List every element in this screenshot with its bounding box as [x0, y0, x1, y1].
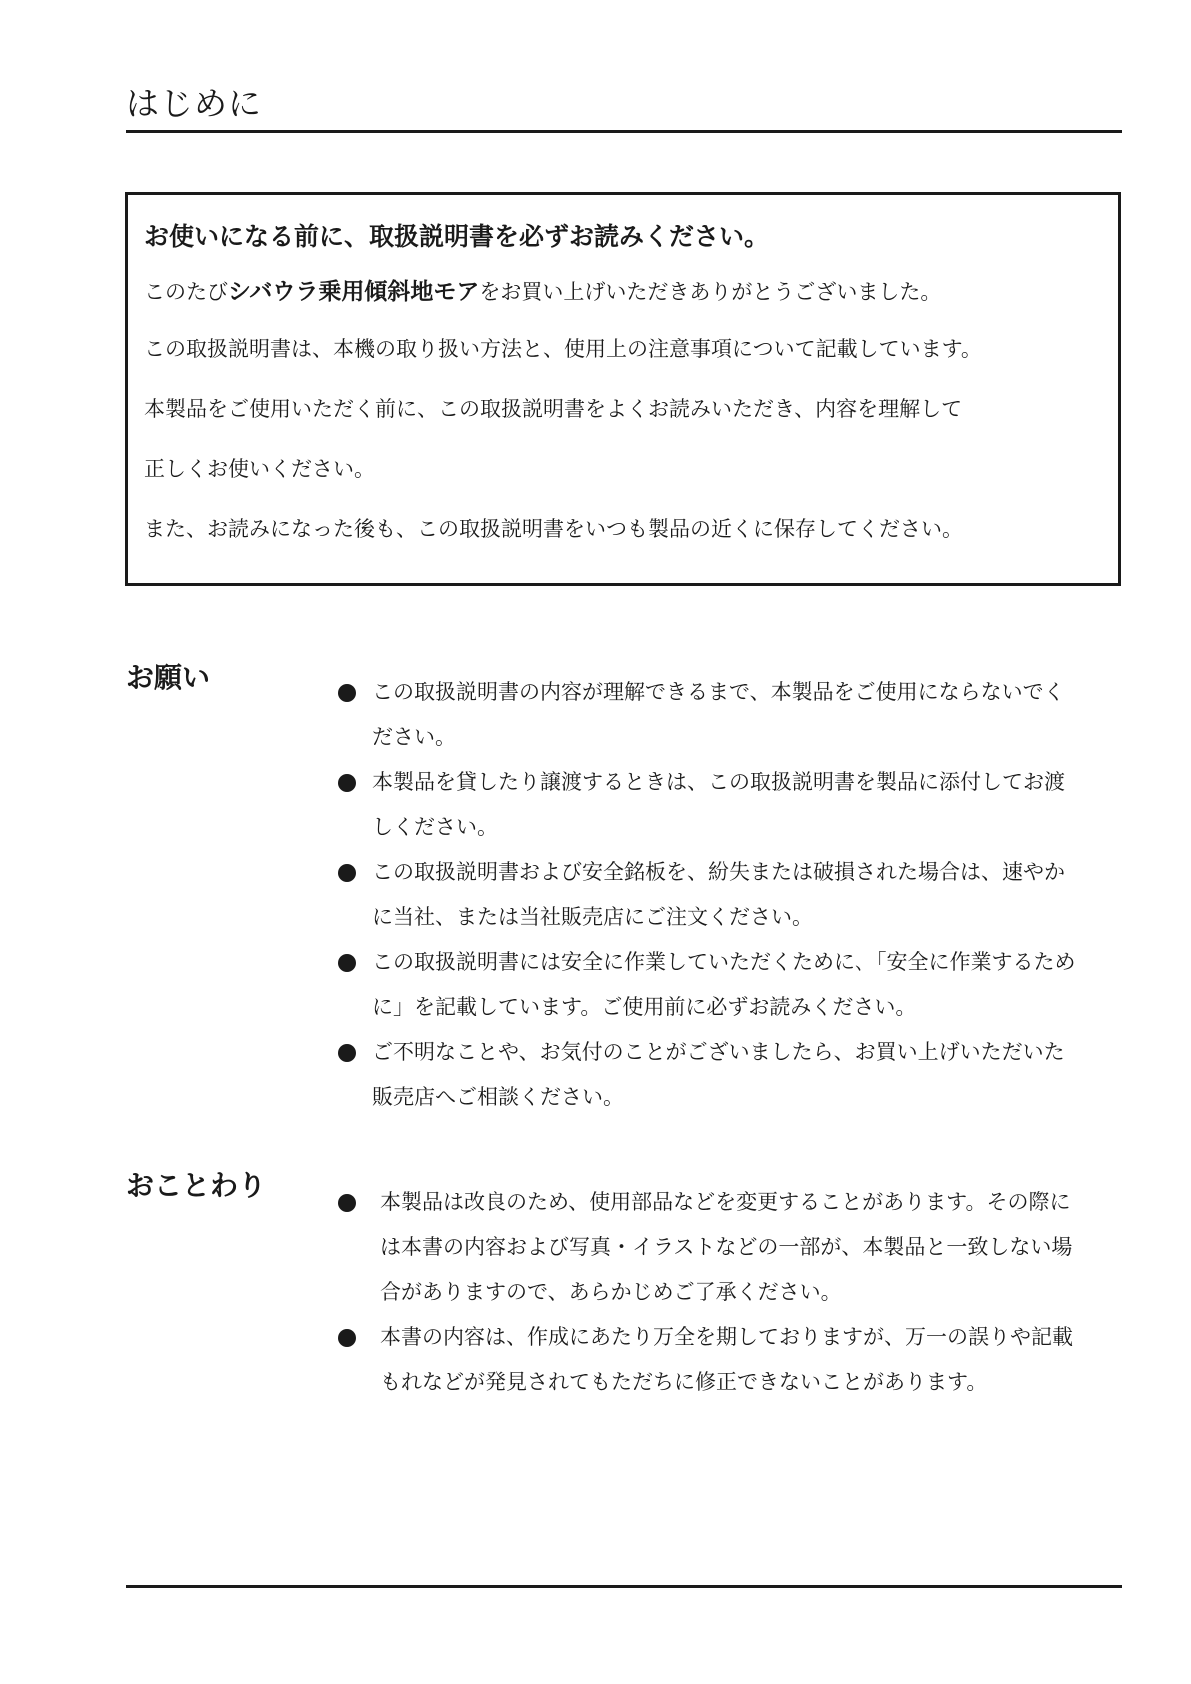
- list-item-line: 販売店へご相談ください。: [372, 1085, 624, 1109]
- bullet-icon: [338, 1044, 356, 1062]
- list-item-line: ご不明なことや、お気付のことがございましたら、お買い上げいただいた: [372, 1040, 1065, 1064]
- bullet-icon: [338, 1329, 356, 1347]
- notice-line-3: 本製品をご使用いただく前に、この取扱説明書をよくお読みいただき、内容を理解して: [144, 397, 963, 421]
- list-item-line: しください。: [372, 815, 498, 839]
- list-item-line: に当社、または当社販売店にご注文ください。: [372, 905, 813, 929]
- list-item-line: この取扱説明書の内容が理解できるまで、本製品をご使用にならないでく: [372, 680, 1065, 704]
- bullet-icon: [338, 1194, 356, 1212]
- list-item-line: 本書の内容は、作成にあたり万全を期しておりますが、万一の誤りや記載: [380, 1325, 1073, 1349]
- list-item-line: 本製品は改良のため、使用部品などを変更することがあります。その際に: [380, 1190, 1071, 1214]
- requests-title: お願い: [126, 661, 211, 694]
- list-item-line: ださい。: [372, 725, 456, 749]
- notice-line-4: 正しくお使いください。: [144, 457, 375, 481]
- disclaimer-title: おことわり: [126, 1169, 267, 1202]
- list-item-line: 本製品を貸したり譲渡するときは、この取扱説明書を製品に添付してお渡: [372, 770, 1065, 794]
- bullet-icon: [338, 864, 356, 882]
- list-item-line: 合がありますので、あらかじめご了承ください。: [380, 1280, 842, 1304]
- notice-box: [125, 192, 1121, 586]
- bullet-icon: [338, 774, 356, 792]
- list-item-line: この取扱説明書には安全に作業していただくために､「安全に作業するため: [372, 950, 1076, 974]
- notice-line-1-prefix: このたび: [144, 280, 228, 304]
- list-item-line: は本書の内容および写真・イラストなどの一部が、本製品と一致しない場: [380, 1235, 1073, 1259]
- list-item-line: もれなどが発見されてもただちに修正できないことがあります。: [380, 1370, 988, 1394]
- notice-line-2: この取扱説明書は、本機の取り扱い方法と、使用上の注意事項について記載しています。: [144, 337, 982, 361]
- footer-divider: [126, 1585, 1122, 1588]
- bullet-icon: [338, 954, 356, 972]
- title-divider: [126, 130, 1122, 133]
- notice-line-1-suffix: をお買い上げいただきありがとうございました。: [479, 280, 942, 304]
- bullet-icon: [338, 684, 356, 702]
- page-title: はじめに: [126, 84, 262, 123]
- notice-heading: お使いになる前に、取扱説明書を必ずお読みください。: [144, 222, 770, 251]
- list-item-line: に」を記載しています。ご使用前に必ずお読みください。: [372, 995, 917, 1019]
- notice-line-5: また、お読みになった後も、この取扱説明書をいつも製品の近くに保存してください。: [144, 517, 963, 541]
- product-name: シバウラ乗用傾斜地モア: [228, 279, 480, 305]
- notice-line-1: [144, 273, 941, 306]
- list-item-line: この取扱説明書および安全銘板を、紛失または破損された場合は、速やか: [372, 860, 1065, 884]
